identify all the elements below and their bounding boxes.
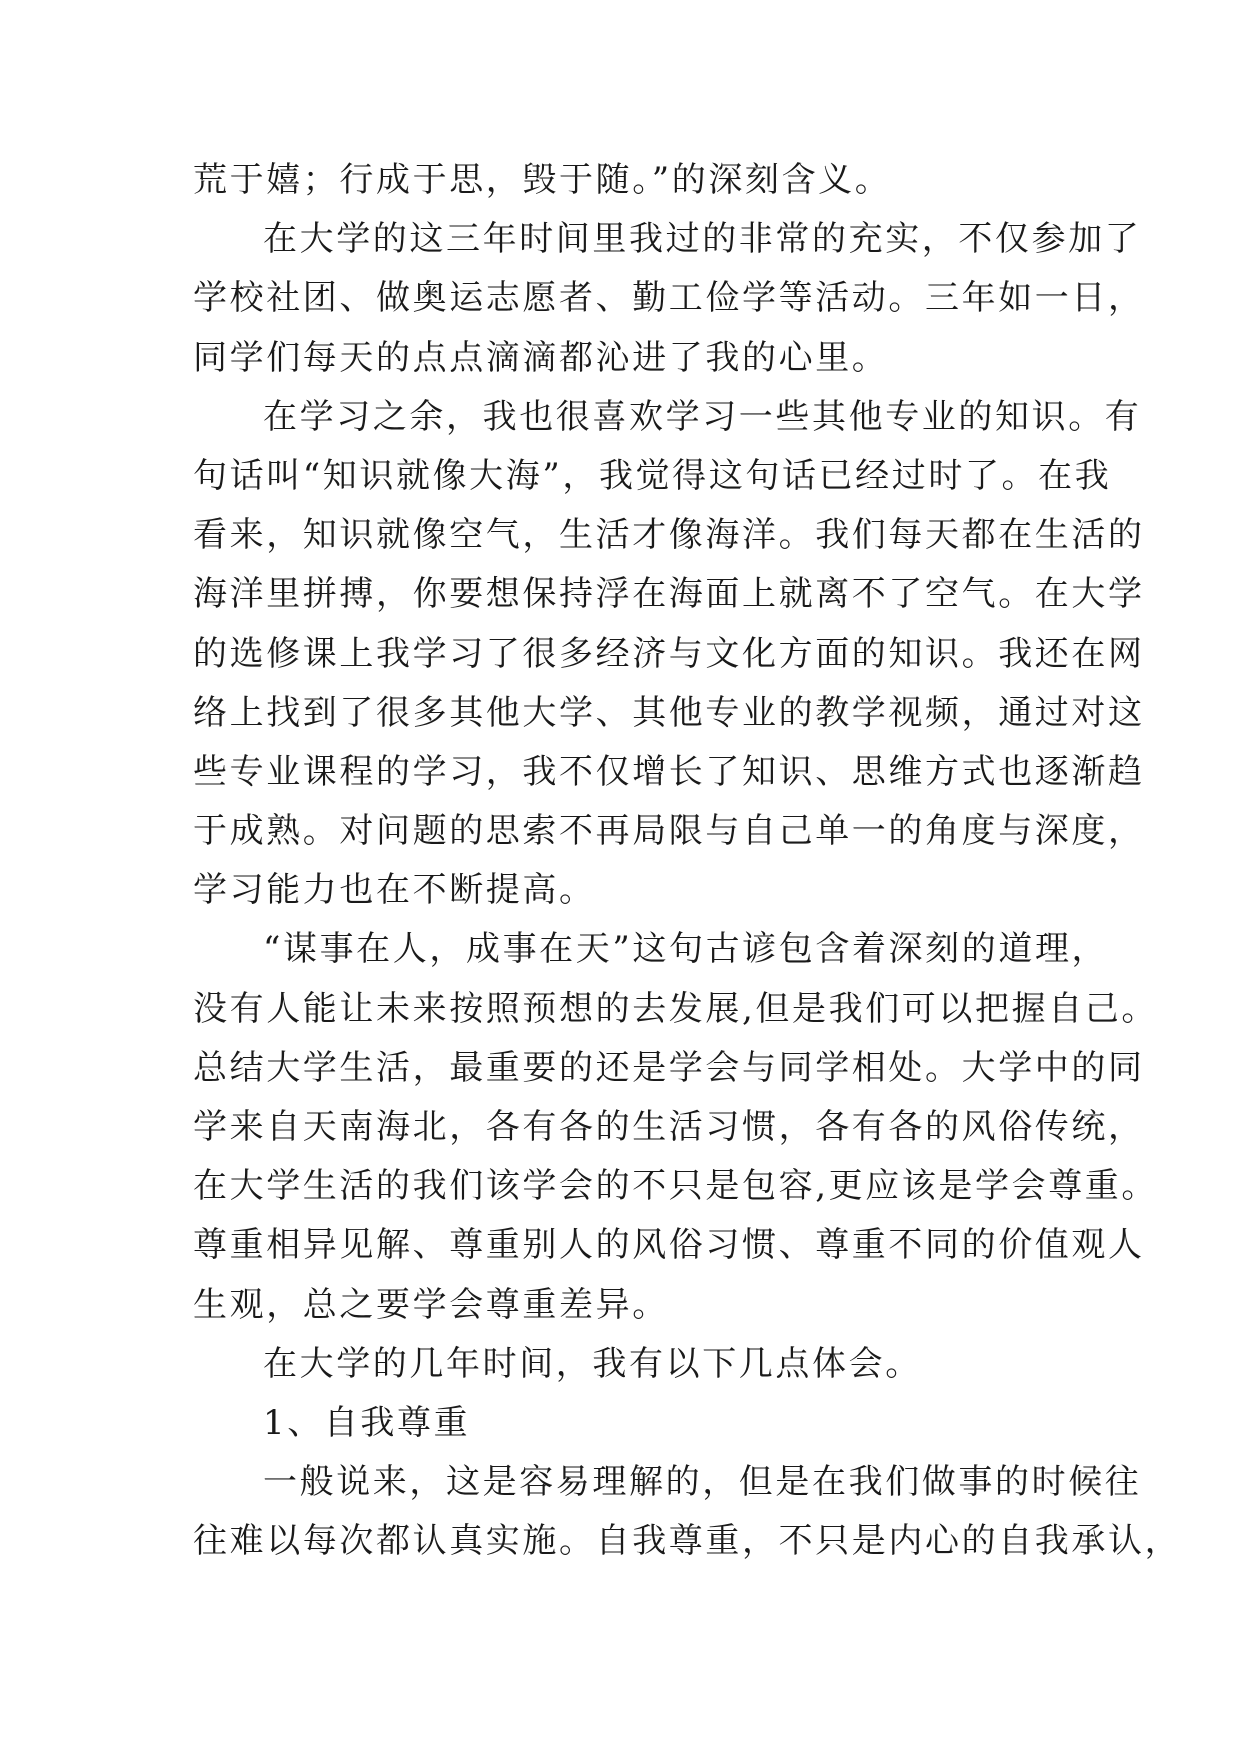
text-line: 没有人能让未来按照预想的去发展,但是我们可以把握自己。: [193, 988, 1159, 1029]
text-line: 在大学的这三年时间里我过的非常的充实，不仅参加了: [263, 219, 1142, 260]
document-body: [193, 151, 1182, 1572]
text-line: 学来自天南海北，各有各的生活习惯，各有各的风俗传统，: [193, 1107, 1145, 1147]
text-line: 在学习之余，我也很喜欢学习一些其他专业的知识。有: [263, 396, 1142, 437]
text-line: “谋事在人，成事在天”这句古谚包含着深刻的道理，: [263, 929, 1109, 970]
text-line: 一般说来，这是容易理解的，但是在我们做事的时候往: [263, 1462, 1142, 1503]
text-line: 荒于嬉；行成于思，毁于随。”的深刻含义。: [193, 160, 892, 200]
text-line: 的选修课上我学习了很多经济与文化方面的知识。我还在网: [193, 633, 1145, 674]
text-line: 尊重相异见解、尊重别人的风俗习惯、尊重不同的价值观人: [193, 1225, 1145, 1266]
text-line: 生观，总之要学会尊重差异。: [193, 1284, 669, 1325]
text-line: 些专业课程的学习，我不仅增长了知识、思维方式也逐渐趋: [193, 751, 1145, 792]
text-line: 学习能力也在不断提高。: [193, 870, 596, 911]
text-line: 同学们每天的点点滴滴都沁进了我的心里。: [193, 337, 889, 378]
text-line: 往难以每次都认真实施。自我尊重，不只是内心的自我承认，: [193, 1521, 1182, 1562]
text-line: 在大学的几年时间，我有以下几点体会。: [263, 1343, 922, 1384]
text-line: 1、自我尊重: [263, 1402, 471, 1443]
text-line: 看来，知识就像空气，生活才像海洋。我们每天都在生活的: [193, 515, 1145, 556]
text-line: 总结大学生活，最重要的还是学会与同学相处。大学中的同: [193, 1047, 1145, 1088]
text-line: 在大学生活的我们该学会的不只是包容,更应该是学会尊重。: [193, 1166, 1159, 1207]
text-line: 句话叫“知识就像大海”，我觉得这句话已经过时了。在我: [193, 455, 1112, 496]
text-line: 学校社团、做奥运志愿者、勤工俭学等活动。三年如一日，: [193, 278, 1145, 319]
text-line: 络上找到了很多其他大学、其他专业的教学视频，通过对这: [193, 692, 1145, 733]
text-line: 海洋里拼搏，你要想保持浮在海面上就离不了空气。在大学: [193, 574, 1145, 615]
text-line: 于成熟。对问题的思索不再局限与自己单一的角度与深度，: [193, 811, 1145, 852]
